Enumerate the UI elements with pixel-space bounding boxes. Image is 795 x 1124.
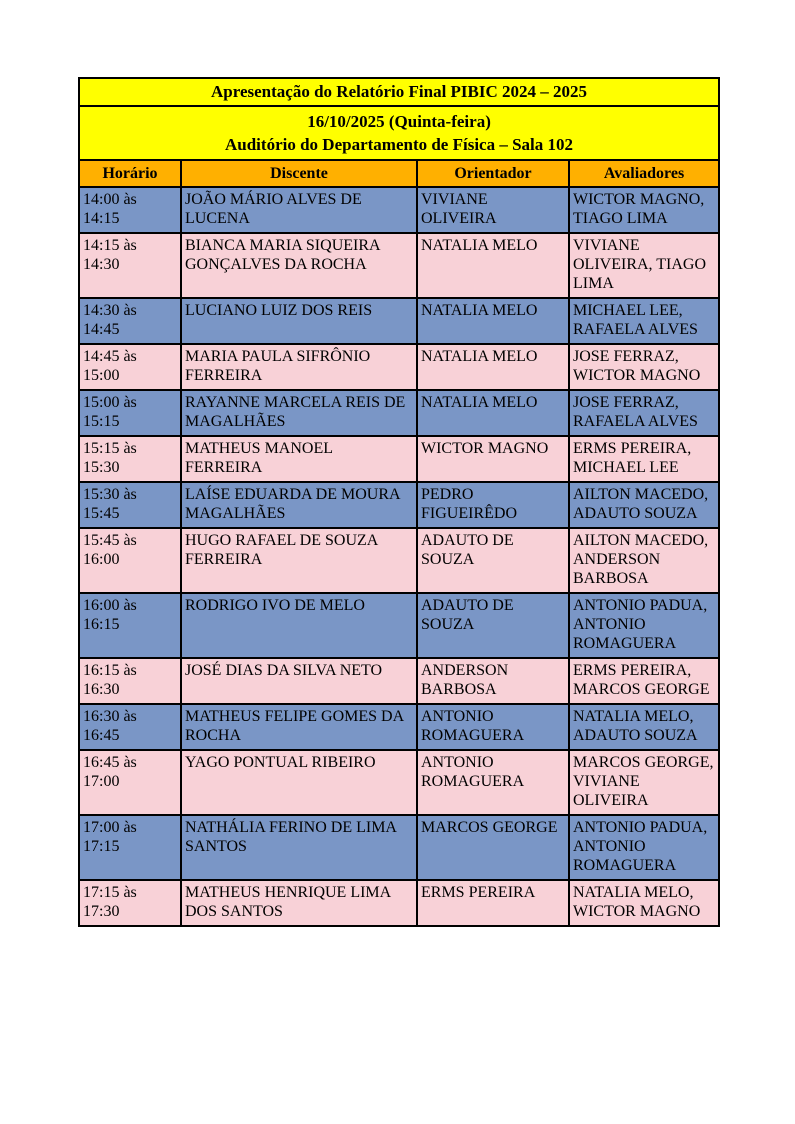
- cell-evaluators: WICTOR MAGNO, TIAGO LIMA: [569, 187, 719, 233]
- cell-time: 15:45 às 16:00: [79, 528, 181, 593]
- cell-evaluators: ANTONIO PADUA, ANTONIO ROMAGUERA: [569, 593, 719, 658]
- cell-advisor: ERMS PEREIRA: [417, 880, 569, 926]
- schedule-row: [79, 436, 719, 482]
- cell-evaluators: ANTONIO PADUA, ANTONIO ROMAGUERA: [569, 815, 719, 880]
- schedule-row: [79, 187, 719, 233]
- cell-time: 14:45 às 15:00: [79, 344, 181, 390]
- cell-time: 14:15 às 14:30: [79, 233, 181, 298]
- schedule-row: [79, 390, 719, 436]
- cell-time: 16:00 às 16:15: [79, 593, 181, 658]
- cell-evaluators: VIVIANE OLIVEIRA, TIAGO LIMA: [569, 233, 719, 298]
- cell-student: HUGO RAFAEL DE SOUZA FERREIRA: [181, 528, 417, 593]
- cell-advisor: ANTONIO ROMAGUERA: [417, 750, 569, 815]
- cell-advisor: NATALIA MELO: [417, 344, 569, 390]
- column-header-discente: Discente: [181, 160, 417, 187]
- schedule-row: [79, 233, 719, 298]
- cell-time: 14:30 às 14:45: [79, 298, 181, 344]
- cell-evaluators: ERMS PEREIRA, MICHAEL LEE: [569, 436, 719, 482]
- schedule-row: [79, 593, 719, 658]
- cell-student: MATHEUS HENRIQUE LIMA DOS SANTOS: [181, 880, 417, 926]
- document-title: Apresentação do Relatório Final PIBIC 2024 – 2025: [79, 78, 719, 106]
- schedule-row: [79, 880, 719, 926]
- cell-time: 15:30 às 15:45: [79, 482, 181, 528]
- cell-student: RAYANNE MARCELA REIS DE MAGALHÃES: [181, 390, 417, 436]
- cell-advisor: NATALIA MELO: [417, 233, 569, 298]
- cell-evaluators: NATALIA MELO, ADAUTO SOUZA: [569, 704, 719, 750]
- session-date: 16/10/2025 (Quinta-feira): [307, 112, 491, 131]
- cell-student: MARIA PAULA SIFRÔNIO FERREIRA: [181, 344, 417, 390]
- cell-student: JOÃO MÁRIO ALVES DE LUCENA: [181, 187, 417, 233]
- schedule-row: [79, 815, 719, 880]
- session-row: [79, 106, 719, 160]
- cell-evaluators: MARCOS GEORGE, VIVIANE OLIVEIRA: [569, 750, 719, 815]
- cell-time: 17:00 às 17:15: [79, 815, 181, 880]
- cell-student: LAÍSE EDUARDA DE MOURA MAGALHÃES: [181, 482, 417, 528]
- schedule-row: [79, 298, 719, 344]
- cell-evaluators: MICHAEL LEE, RAFAELA ALVES: [569, 298, 719, 344]
- column-header-row: [79, 160, 719, 187]
- cell-evaluators: JOSE FERRAZ, RAFAELA ALVES: [569, 390, 719, 436]
- cell-evaluators: AILTON MACEDO, ANDERSON BARBOSA: [569, 528, 719, 593]
- schedule-row: [79, 344, 719, 390]
- schedule-row: [79, 704, 719, 750]
- schedule-row: [79, 750, 719, 815]
- cell-student: LUCIANO LUIZ DOS REIS: [181, 298, 417, 344]
- cell-evaluators: NATALIA MELO, WICTOR MAGNO: [569, 880, 719, 926]
- cell-time: 15:00 às 15:15: [79, 390, 181, 436]
- cell-time: 16:15 às 16:30: [79, 658, 181, 704]
- cell-time: 17:15 às 17:30: [79, 880, 181, 926]
- cell-time: 16:30 às 16:45: [79, 704, 181, 750]
- cell-advisor: NATALIA MELO: [417, 390, 569, 436]
- cell-student: MATHEUS MANOEL FERREIRA: [181, 436, 417, 482]
- cell-advisor: NATALIA MELO: [417, 298, 569, 344]
- column-header-orientador: Orientador: [417, 160, 569, 187]
- cell-student: MATHEUS FELIPE GOMES DA ROCHA: [181, 704, 417, 750]
- cell-student: JOSÉ DIAS DA SILVA NETO: [181, 658, 417, 704]
- column-header-horario: Horário: [79, 160, 181, 187]
- cell-advisor: WICTOR MAGNO: [417, 436, 569, 482]
- cell-student: RODRIGO IVO DE MELO: [181, 593, 417, 658]
- cell-advisor: ADAUTO DE SOUZA: [417, 593, 569, 658]
- cell-time: 16:45 às 17:00: [79, 750, 181, 815]
- session-location: Auditório do Departamento de Física – Sala 102: [225, 135, 574, 154]
- cell-advisor: ANDERSON BARBOSA: [417, 658, 569, 704]
- document-page: [78, 77, 720, 927]
- cell-student: YAGO PONTUAL RIBEIRO: [181, 750, 417, 815]
- cell-evaluators: AILTON MACEDO, ADAUTO SOUZA: [569, 482, 719, 528]
- session-info: [79, 106, 719, 160]
- schedule-body: [79, 187, 719, 926]
- cell-student: NATHÁLIA FERINO DE LIMA SANTOS: [181, 815, 417, 880]
- schedule-row: [79, 658, 719, 704]
- cell-time: 14:00 às 14:15: [79, 187, 181, 233]
- cell-advisor: PEDRO FIGUEIRÊDO: [417, 482, 569, 528]
- column-header-avaliadores: Avaliadores: [569, 160, 719, 187]
- title-row: [79, 78, 719, 106]
- schedule-row: [79, 528, 719, 593]
- cell-advisor: ADAUTO DE SOUZA: [417, 528, 569, 593]
- schedule-table: [78, 77, 720, 927]
- schedule-row: [79, 482, 719, 528]
- cell-evaluators: JOSE FERRAZ, WICTOR MAGNO: [569, 344, 719, 390]
- cell-evaluators: ERMS PEREIRA, MARCOS GEORGE: [569, 658, 719, 704]
- cell-time: 15:15 às 15:30: [79, 436, 181, 482]
- cell-student: BIANCA MARIA SIQUEIRA GONÇALVES DA ROCHA: [181, 233, 417, 298]
- cell-advisor: VIVIANE OLIVEIRA: [417, 187, 569, 233]
- cell-advisor: ANTONIO ROMAGUERA: [417, 704, 569, 750]
- cell-advisor: MARCOS GEORGE: [417, 815, 569, 880]
